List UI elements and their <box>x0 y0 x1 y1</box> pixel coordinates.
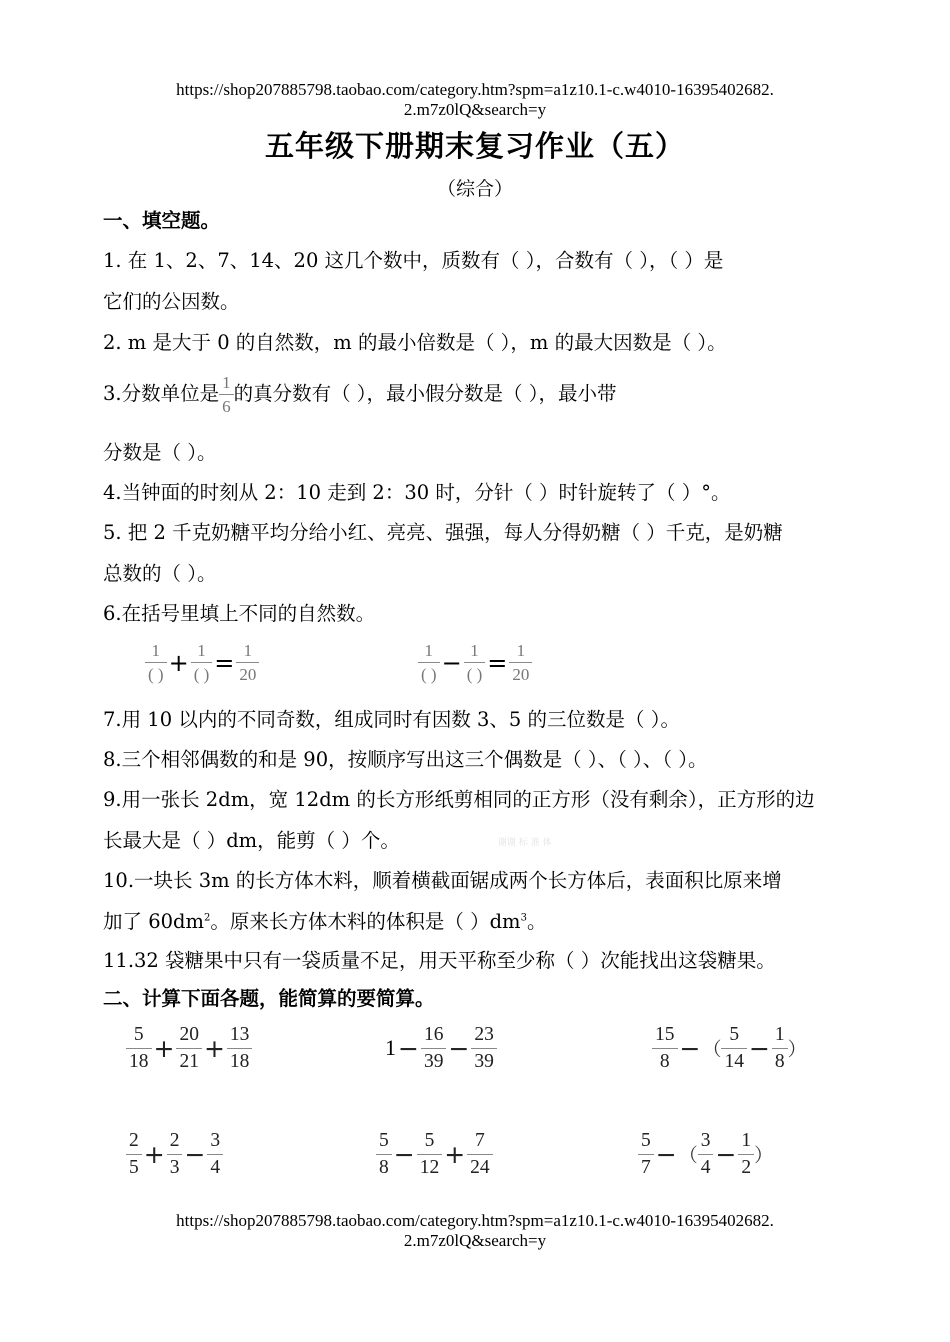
fraction-numerator: 2 <box>129 1130 139 1151</box>
fraction-numerator: 2 <box>169 1130 180 1151</box>
fraction-numerator: 1 <box>151 641 161 660</box>
fraction-denominator: 8 <box>774 1050 785 1072</box>
fraction <box>471 1025 497 1071</box>
minus-sign: − <box>748 1033 770 1063</box>
question-3-suffix: 的真分数有（ ），最小假分数是（ ），最小带 <box>233 382 617 405</box>
fraction-one-sixth <box>219 374 234 415</box>
question-9-line-1: 9.用一张长 2dm，宽 12dm 的长方形纸剪相同的正方形（没有剩余），正方形的边 <box>103 788 815 811</box>
minus-sign: − <box>715 1139 737 1169</box>
minus-sign: − <box>441 648 462 677</box>
fraction-blank-1 <box>145 642 167 683</box>
fraction <box>376 1131 392 1177</box>
left-parenthesis: （ <box>678 1144 698 1167</box>
equals-sign: = <box>487 648 508 677</box>
fraction-denominator: 3 <box>169 1156 180 1178</box>
section-1-heading: 一、填空题。 <box>103 209 221 232</box>
fraction-blank-2 <box>464 642 486 683</box>
fraction-numerator: 1 <box>243 641 253 660</box>
plus-sign: + <box>203 1033 225 1063</box>
whole-number: 1 <box>385 1035 396 1060</box>
fraction-numerator: 3 <box>700 1130 711 1151</box>
fraction-result <box>509 642 532 683</box>
fraction <box>721 1025 747 1071</box>
fraction-numerator: 13 <box>229 1024 250 1045</box>
fraction-numerator: 5 <box>729 1024 740 1045</box>
minus-sign: − <box>448 1033 470 1063</box>
fraction-numerator: 5 <box>133 1024 144 1045</box>
question-1-line-1: 1. 在 1、2、7、14、20 这几个数中，质数有（ ），合数有（ ），（ ）是 <box>103 249 724 272</box>
question-6-equation-2 <box>418 642 532 683</box>
q10-text-1: 加了 60dm <box>103 910 204 933</box>
fraction-denominator: ( ) <box>466 665 483 684</box>
fraction-denominator: ( ) <box>193 665 210 684</box>
fraction-denominator: ( ) <box>421 665 437 684</box>
q10-superscript-1: 2 <box>204 912 211 924</box>
fraction-denominator: 18 <box>229 1050 250 1072</box>
question-9-line-2: 长最大是（ ）dm，能剪（ ）个。 <box>103 829 400 852</box>
question-10-line-1: 10.一块长 3m 的长方体木料，顺着横截面锯成两个长方体后，表面积比原来增 <box>103 869 782 892</box>
fraction-denominator: 5 <box>129 1156 139 1178</box>
fraction-denominator: 39 <box>423 1050 444 1072</box>
right-parenthesis: ） <box>787 1038 807 1061</box>
fraction-numerator: 1 <box>197 641 206 660</box>
fraction <box>417 1131 443 1177</box>
equals-sign: = <box>214 648 235 677</box>
fraction <box>421 1025 447 1071</box>
fraction <box>738 1131 754 1177</box>
minus-sign: − <box>679 1033 701 1063</box>
fraction-denominator: 8 <box>379 1156 389 1178</box>
fraction-denominator: 4 <box>700 1156 711 1178</box>
question-3-prefix: 3.分数单位是 <box>103 382 220 405</box>
plus-sign: + <box>143 1139 165 1169</box>
fraction-denominator: 4 <box>210 1156 221 1178</box>
calc-expression-1 <box>126 1025 252 1071</box>
faint-watermark-text: 谢谢 标 准 体 <box>498 838 552 848</box>
fraction-blank-1 <box>418 642 440 683</box>
q10-superscript-2: 3 <box>520 912 527 924</box>
fraction <box>467 1131 493 1177</box>
right-parenthesis: ） <box>754 1144 774 1167</box>
calc-expression-3 <box>652 1025 807 1071</box>
minus-sign: − <box>393 1139 415 1169</box>
fraction-denominator: 14 <box>724 1050 744 1072</box>
header-url-text[interactable]: https://shop207885798.taobao.com/category.htm?spm=a1z10.1-c.w4010-16395402682.2.m7z0lQ&search=y <box>176 80 774 119</box>
question-7: 7.用 10 以内的不同奇数，组成同时有因数 3、5 的三位数是（ ）。 <box>103 708 680 731</box>
fraction <box>207 1131 223 1177</box>
question-8: 8.三个相邻偶数的和是 90，按顺序写出这三个偶数是（ ）、（ ）、（ ）。 <box>103 748 708 771</box>
left-parenthesis: （ <box>702 1038 722 1061</box>
plus-sign: + <box>444 1139 466 1169</box>
header-url[interactable] <box>0 80 950 120</box>
fraction <box>652 1025 678 1071</box>
fraction <box>638 1131 654 1177</box>
fraction-denominator: 7 <box>641 1156 651 1178</box>
fraction-numerator: 16 <box>423 1024 444 1045</box>
footer-url-text[interactable]: https://shop207885798.taobao.com/category.htm?spm=a1z10.1-c.w4010-16395402682.2.m7z0lQ&search=y <box>176 1211 774 1250</box>
fraction <box>176 1025 202 1071</box>
fraction <box>126 1025 152 1071</box>
fraction-numerator: 1 <box>424 641 434 660</box>
question-5-line-1: 5. 把 2 千克奶糖平均分给小红、亮亮、强强，每人分得奶糖（ ）千克，是奶糖 <box>103 521 783 544</box>
question-5-line-2: 总数的（ ）。 <box>103 562 217 585</box>
fraction-numerator: 7 <box>475 1130 485 1151</box>
fraction-numerator: 1 <box>774 1024 785 1045</box>
fraction-numerator: 3 <box>210 1130 221 1151</box>
fraction <box>227 1025 253 1071</box>
fraction-denominator: 18 <box>129 1050 149 1072</box>
fraction-denominator: 12 <box>419 1156 440 1178</box>
question-6: 6.在括号里填上不同的自然数。 <box>103 602 376 625</box>
page-subtitle: （综合） <box>436 178 513 200</box>
fraction-numerator: 20 <box>179 1024 199 1045</box>
calc-expression-6 <box>638 1131 773 1177</box>
fraction-numerator: 1 <box>741 1130 752 1151</box>
fraction-blank-2 <box>191 642 213 683</box>
fraction-numerator: 1 <box>222 373 231 392</box>
minus-sign: − <box>655 1139 677 1169</box>
minus-sign: − <box>398 1033 419 1063</box>
question-6-equation-1 <box>145 642 259 683</box>
fraction-numerator: 23 <box>474 1024 494 1045</box>
page-title: 五年级下册期末复习作业（五） <box>264 129 685 163</box>
plus-sign: + <box>168 648 189 677</box>
fraction-denominator: 39 <box>474 1050 494 1072</box>
fraction-denominator: 6 <box>222 397 231 416</box>
fraction-denominator: 20 <box>512 665 530 684</box>
fraction <box>167 1131 183 1177</box>
question-3-line-1 <box>103 371 848 417</box>
q10-text-2: 。原来长方体木料的体积是（ ）dm <box>210 910 521 933</box>
question-10-line-2 <box>103 909 848 935</box>
fraction <box>126 1131 142 1177</box>
plus-sign: + <box>153 1033 175 1063</box>
fraction-denominator: 8 <box>659 1050 670 1072</box>
fraction-denominator: 20 <box>239 665 257 684</box>
calc-expression-5 <box>376 1131 493 1177</box>
fraction-denominator: 2 <box>741 1156 752 1178</box>
fraction-numerator: 5 <box>379 1130 389 1151</box>
minus-sign: − <box>184 1139 206 1169</box>
question-4: 4.当钟面的时刻从 2：10 走到 2：30 时，分针（ ）时针旋转了（ ）°。 <box>103 481 731 504</box>
fraction-numerator: 5 <box>424 1130 435 1151</box>
calc-expression-2 <box>385 1025 497 1071</box>
fraction-numerator: 15 <box>655 1024 675 1045</box>
fraction-denominator: 24 <box>470 1156 490 1178</box>
fraction <box>772 1025 788 1071</box>
question-1-line-2: 它们的公因数。 <box>103 290 240 313</box>
question-11: 11.32 袋糖果中只有一袋质量不足，用天平称至少称（ ）次能找出这袋糖果。 <box>103 949 776 972</box>
fraction-numerator: 1 <box>470 641 479 660</box>
fraction-denominator: 21 <box>179 1050 199 1072</box>
fraction-denominator: ( ) <box>148 665 164 684</box>
fraction-numerator: 1 <box>516 641 526 660</box>
footer-url[interactable] <box>0 1211 950 1251</box>
q10-text-3: 。 <box>526 910 547 933</box>
fraction-numerator: 5 <box>641 1130 651 1151</box>
question-2: 2. m 是大于 0 的自然数，m 的最小倍数是（ ），m 的最大因数是（ ）。 <box>103 331 727 354</box>
fraction <box>698 1131 714 1177</box>
fraction-result <box>236 642 259 683</box>
calc-expression-4 <box>126 1131 223 1177</box>
section-2-heading: 二、计算下面各题，能简算的要简算。 <box>103 987 435 1010</box>
question-3-line-2: 分数是（ ）。 <box>103 441 217 464</box>
